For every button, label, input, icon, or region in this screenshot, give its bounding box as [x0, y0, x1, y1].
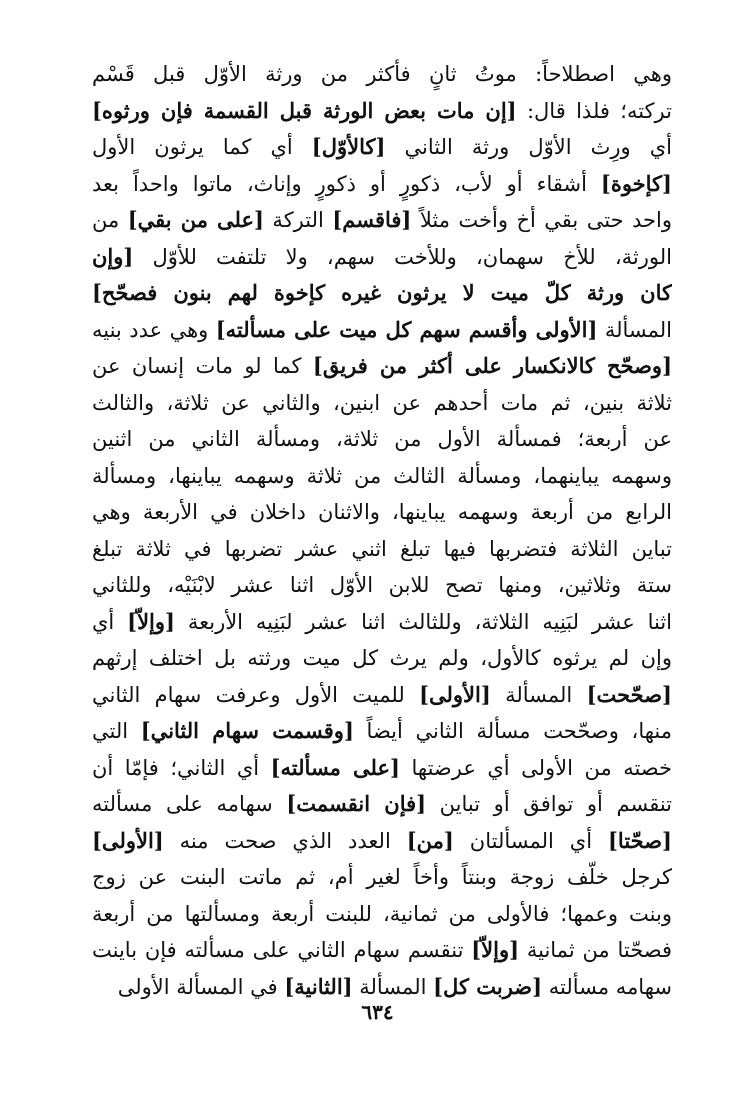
text-line: [92, 640, 672, 677]
text-line: [92, 56, 672, 93]
text-line: [92, 129, 672, 166]
text-segment: اثنا عشر لبَنِيه الثلاثة، وللثالث اثنا عشر لبَنِيه الأربعة: [174, 609, 672, 634]
text-line: [92, 312, 672, 349]
bold-segment: [صحّحت]: [586, 681, 672, 707]
text-line: [92, 823, 672, 860]
text-segment: فصحّتا من ثمانية: [519, 938, 672, 962]
text-line: [92, 786, 672, 823]
bold-segment: [على مسألته]: [270, 754, 400, 780]
text-segment: كما لو مات إنسان عن: [92, 354, 313, 378]
text-segment: سهامه مسألته: [542, 974, 672, 999]
text-segment: أشقاء أو لأب، ذكورٍ أو ذكورٍ وإناث، ماتوا واحداً بعد: [92, 171, 601, 196]
bold-segment: [وصحّح كالانكسار على أكثر من فريق]: [312, 353, 672, 378]
text-segment: الرابع من أربعة وسهمه يباينها، والاثنان داخلان في الأربعة وهي: [92, 500, 672, 524]
text-line: [92, 531, 672, 568]
bold-segment: [وإلاّ]: [471, 937, 520, 962]
text-line: [92, 750, 672, 787]
text-line: [92, 239, 672, 276]
text-segment: المسألة: [352, 974, 434, 999]
text-segment: التركة: [263, 208, 333, 232]
text-line: [92, 677, 672, 714]
bold-segment: [وقسمت سهام الثاني]: [140, 718, 354, 743]
text-line: [92, 421, 672, 458]
bold-segment: [الأولى وأقسم سهم كل ميت على مسألته]: [215, 316, 598, 342]
text-segment: أي الثاني؛ فإمّا أن: [92, 755, 271, 780]
text-segment: كرجل خلّف زوجة وبنتاً وأخاً لغير أم، ثم ماتت البنت عن زوج: [92, 865, 672, 889]
text-line: [92, 458, 672, 495]
text-segment: ثلاثة بنين، ثم مات أحدهم عن ابنين، والثاني عن ثلاثة، والثالث: [92, 390, 672, 415]
text-line: [92, 202, 672, 239]
bold-segment: [فاقسم]: [332, 207, 412, 232]
text-line: [92, 275, 672, 312]
text-segment: وسهمه يباينهما، ومسألة الثالث من ثلاثة وسهمه يباينها، ومسألة: [92, 463, 672, 488]
bold-segment: [الأولى]: [92, 827, 164, 853]
text-segment: ستة وثلاثين، ومنها تصح للابن الأوّل اثنا عشر لابْنَيْه، وللثاني: [92, 573, 672, 597]
text-segment: أي ورِث الأوّل ورثة الثاني: [385, 135, 672, 159]
text-segment: التي: [92, 719, 141, 743]
text-line: [92, 859, 672, 896]
text-line: [92, 494, 672, 531]
text-line: [92, 166, 672, 203]
text-line: [92, 348, 672, 385]
text-line: [92, 604, 672, 641]
text-line: [92, 385, 672, 422]
text-segment: تركته؛ فلذا قال:: [516, 98, 672, 123]
bold-segment: [كالأوّل]: [311, 134, 386, 159]
bold-segment: [وإن: [92, 243, 134, 269]
text-segment: وهي اصطلاحاً: موتُ ثانٍ فأكثر من ورثة الأوّل قبل قَسْم: [92, 62, 672, 86]
text-segment: سهامه على مسألته: [92, 792, 287, 816]
text-segment: أي كما يرثون الأول: [92, 135, 312, 159]
body-text: [92, 56, 672, 1005]
bold-segment: [على من بقي]: [127, 207, 264, 232]
bold-segment: [كإخوة]: [600, 170, 672, 196]
text-segment: العدد الذي صحت منه: [163, 828, 407, 853]
text-segment: منها، وصحّحت مسألة الثاني أيضاً: [353, 719, 672, 743]
text-line: [92, 93, 672, 130]
text-segment: واحد حتى بقي أخ وأخت مثلاً: [411, 208, 672, 232]
bold-segment: [صحّتا]: [608, 827, 672, 853]
bold-segment: [الثانية]: [284, 973, 353, 999]
text-segment: من: [92, 208, 128, 232]
text-segment: وإن لم يرثوه كالأول، ولم يرث كل ميت ورثته بل اختلف إرثهم: [92, 646, 672, 670]
text-segment: للميت الأول وعرفت سهام الثاني: [92, 682, 420, 707]
text-segment: المسألة: [490, 682, 587, 707]
text-segment: عن أربعة؛ فمسألة الأول من ثلاثة، ومسألة الثاني من اثنين: [92, 427, 672, 451]
bold-segment: [الأولى]: [419, 681, 491, 707]
text-line: [92, 896, 672, 933]
text-segment: تنقسم أو توافق أو تباين: [426, 792, 672, 816]
bold-segment: [فإن انقسمت]: [286, 791, 427, 816]
text-segment: خصته من الأولى أي عرضتها: [399, 755, 672, 780]
text-segment: أي: [92, 609, 128, 634]
bold-segment: [وإلاّ]: [127, 608, 175, 634]
text-segment: تباين الثلاثة فتضربها فيها تبلغ اثني عشر تضربها في ثلاثة تبلغ: [92, 536, 672, 561]
page-number: ٦٣٤: [361, 1000, 394, 1024]
text-segment: أي المسألتان: [453, 828, 608, 853]
text-line: [92, 713, 672, 750]
text-segment: تنقسم سهام الثاني على مسألته فإن باينت: [92, 938, 472, 962]
text-segment: وبنت وعمها؛ فالأولى من ثمانية، للبنت أربعة ومسألتها من أربعة: [92, 901, 672, 926]
text-segment: وهي عدد بنيه: [92, 317, 216, 342]
text-segment: المسألة: [597, 317, 672, 342]
text-line: [92, 932, 672, 969]
bold-segment: [ضربت كل]: [433, 973, 543, 999]
bold-segment: كان ورثة كلّ ميت لا يرثون غيره كإخوة لهم بنون فصحّح]: [92, 280, 672, 305]
text-line: [92, 567, 672, 604]
bold-segment: [من]: [406, 827, 454, 853]
text-segment: الورثة، للأخ سهمان، وللأخت سهم، ولا تلتفت للأوّل: [133, 244, 672, 269]
bold-segment: [إن مات بعض الورثة قبل القسمة فإن ورثوه]: [92, 97, 517, 123]
text-segment: في المسألة الأولى: [117, 974, 285, 999]
